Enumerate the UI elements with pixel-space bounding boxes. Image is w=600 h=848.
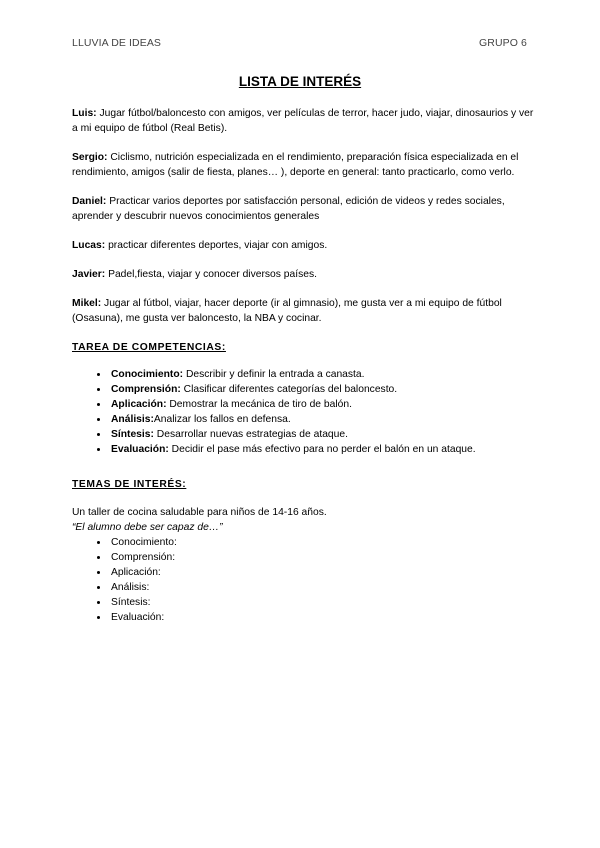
person-entry-lucas <box>72 238 534 253</box>
list-item <box>109 382 534 397</box>
page-title: LISTA DE INTERÉS <box>238 74 362 89</box>
person-entry-sergio <box>72 150 534 180</box>
item-text: Analizar los fallos en defensa. <box>153 414 291 425</box>
list-item: • Síntesis: <box>109 595 534 610</box>
person-name: Daniel: <box>72 196 107 207</box>
person-interests: Practicar varios deportes por satisfacción personal, edición de videos y redes sociales, aprender y descubrir nuevos conocimientos generales <box>72 196 505 222</box>
header-left: LLUVIA DE IDEAS <box>72 37 162 49</box>
person-entry-daniel <box>72 194 534 224</box>
person-entry-luis <box>72 106 534 136</box>
item-label: Síntesis: <box>111 429 154 440</box>
item-text: Describir y definir la entrada a canasta. <box>183 369 365 380</box>
person-name: Sergio: <box>72 152 108 163</box>
item-text: Demostrar la mecánica de tiro de balón. <box>166 399 352 410</box>
list-item: • Aplicación: <box>109 565 534 580</box>
person-interests: Ciclismo, nutrición especializada en el rendimiento, preparación física especializada en el rendimiento, amigos (salir de fiesta, planes… ), deporte en general: tanto practicarlo, como verlo. <box>72 152 519 178</box>
item-text: Desarrollar nuevas estrategias de ataque. <box>153 429 348 440</box>
person-interests: Jugar al fútbol, viajar, hacer deporte (ir al gimnasio), me gusta ver a mi equipo de fútbol (Osasuna), me gusta ver baloncesto, la NBA y cocinar. <box>72 298 502 324</box>
person-name: Mikel: <box>72 298 102 309</box>
person-entry-mikel <box>72 296 534 326</box>
temas-heading: TEMAS DE INTERÉS: <box>72 479 187 490</box>
person-name: Luis: <box>72 108 97 119</box>
list-item <box>109 397 534 412</box>
list-item: • Evaluación: <box>109 610 534 625</box>
page-header <box>72 37 527 49</box>
taller-description: Un taller de cocina saludable para niños de 14-16 años. <box>72 507 327 518</box>
list-item <box>109 427 534 442</box>
item-label: Análisis: <box>111 414 154 425</box>
person-interests: Jugar fútbol/baloncesto con amigos, ver películas de terror, hacer judo, viajar, dinosaurios y ver a mi equipo de fútbol (Real Betis). <box>72 108 534 134</box>
item-text: Decidir el pase más efectivo para no perder el balón en un ataque. <box>168 444 476 455</box>
list-item <box>109 367 534 382</box>
person-entry-javier <box>72 267 534 282</box>
tarea-heading: TAREA DE COMPETENCIAS: <box>72 342 226 353</box>
list-item <box>109 442 534 457</box>
item-label: Conocimiento: <box>111 369 184 380</box>
person-name: Javier: <box>72 269 106 280</box>
item-label: Evaluación: <box>111 444 169 455</box>
list-item: • Conocimiento: <box>109 535 534 550</box>
list-item <box>109 412 534 427</box>
item-label: Comprensión: <box>111 384 181 395</box>
list-item: • Comprensión: <box>109 550 534 565</box>
quote-text: “El alumno debe ser capaz de…” <box>72 522 223 533</box>
temas-list <box>72 535 534 625</box>
person-interests: Padel,fiesta, viajar y conocer diversos países. <box>105 269 317 280</box>
person-interests: practicar diferentes deportes, viajar con amigos. <box>105 240 328 251</box>
item-label: Aplicación: <box>111 399 167 410</box>
item-text: Clasificar diferentes categorías del baloncesto. <box>180 384 398 395</box>
list-item: • Análisis: <box>109 580 534 595</box>
header-right: GRUPO 6 <box>479 37 527 49</box>
person-name: Lucas: <box>72 240 106 251</box>
competencias-list <box>72 367 534 457</box>
document-body <box>72 106 534 625</box>
